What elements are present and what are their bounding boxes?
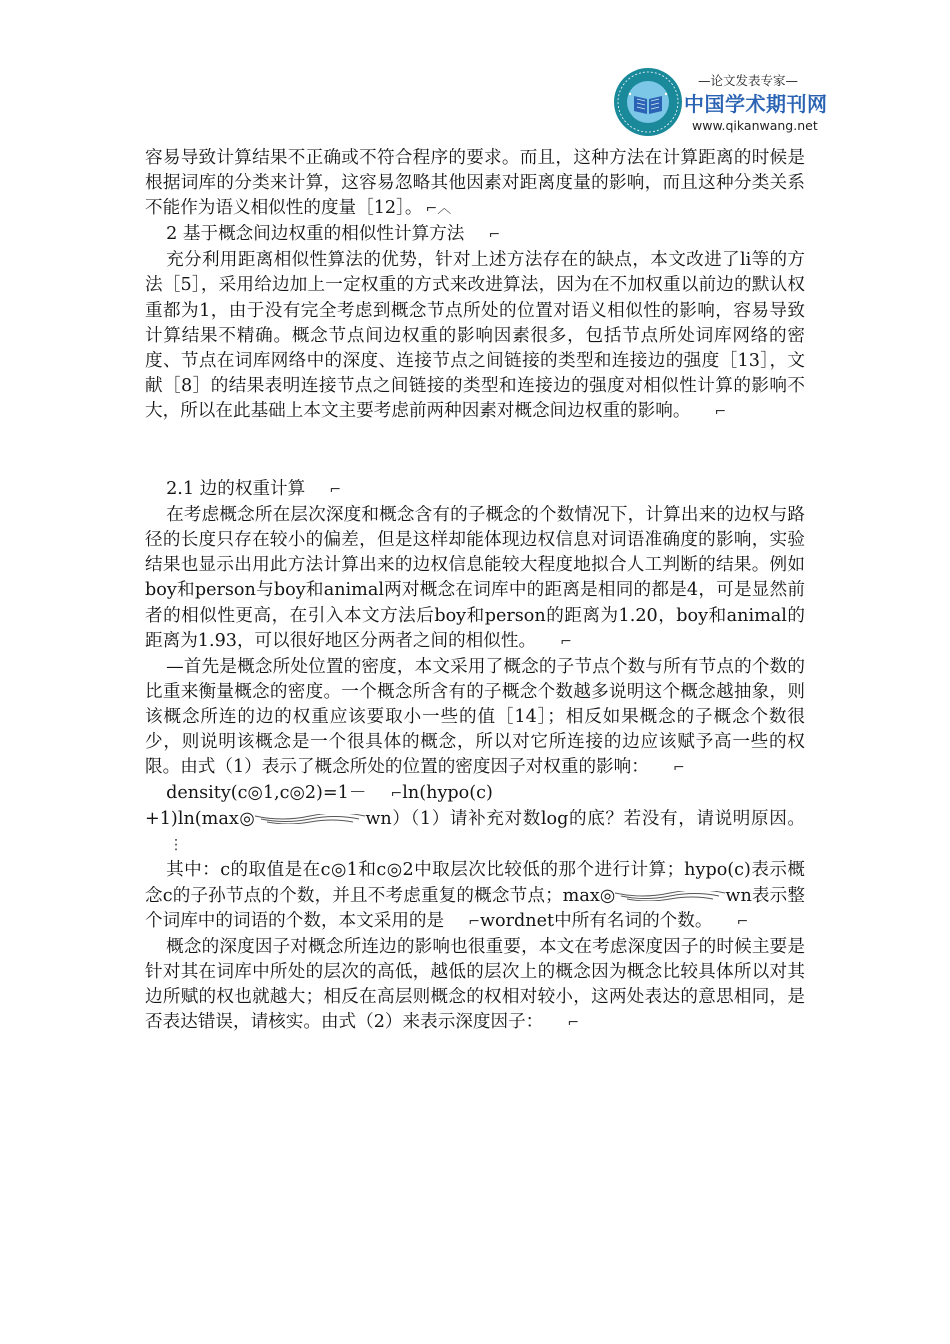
logo-name: 中国学术期刊网 bbox=[684, 92, 828, 116]
paragraph-mark-icon: ⌐ bbox=[567, 1015, 580, 1031]
paragraph-mark-icon: ⌐ bbox=[714, 403, 727, 420]
paragraph-mark-icon: ⌐︿ bbox=[425, 201, 452, 218]
paragraph-mark-icon: ⋮ bbox=[169, 837, 184, 854]
logo-url: www.qikanwang.net bbox=[692, 118, 818, 133]
paragraph-mark-icon: ⌐ bbox=[329, 482, 342, 499]
paragraph-mark-icon: ⌐ bbox=[736, 913, 749, 930]
paragraph-method: 充分利用距离相似性算法的优势，针对上述方法存在的缺点，本文改进了li等的方法［5］，采用给边加上一定权重的方式来改进算法，因为在不加权重以前边的默认权重都为1，由于没有完全考虑到概念节点所处的位置对语义相似性的影响，容易导致计算结果不精确。概念节点间边权重的影响因素很多，包括节点所处词库网络的密度、节点在词库网络中的深度、连接节点之间链接的类型和连接边的强度［13］，文献［8］的结果表明连接节点之间链接的类型和连接边的强度对相似性计算的影响不大，所以在此基础上本文主要考虑前两种因素对概念间边权重的影响。 ⌐ bbox=[145, 248, 805, 425]
logo-tagline: —论文发表专家— bbox=[697, 73, 798, 88]
formula-1: density(c◎1,c◎2)=1－ ⌐ln(hypo(c) +1)ln(max◎ wn）（1）请补充对数log的底？若没有，请说明原因。⋮ bbox=[145, 781, 805, 858]
paragraph-mark-icon: ⌐ bbox=[672, 760, 685, 777]
section-heading-2-1: 2.1 边的权重计算 ⌐ bbox=[145, 477, 805, 503]
paragraph-continuation: 容易导致计算结果不正确或不符合程序的要求。而且，这种方法在计算距离的时候是根据词库的分类来计算，这容易忽略其他因素对距离度量的影响，而且这种分类关系不能作为语义相似性的度量［12］。 ⌐︿ bbox=[145, 146, 805, 222]
paragraph-mark-icon: ⌐ bbox=[560, 633, 572, 650]
section-heading-2: 2 基于概念间边权重的相似性计算方法 ⌐ bbox=[145, 222, 805, 248]
paragraph-density: —首先是概念所处位置的密度，本文采用了概念的子节点个数与所有节点的个数的比重来衡量概念的密度。一个概念所含有的子概念个数越多说明这个概念越抽象，则该概念所连的边的权重应该要取小一些的值［14］；相反如果概念的子概念个数很少，则说明该概念是一个很具体的概念，所以对它所连接的边应该赋予高一些的权限。由式（1）表示了概念所处的位置的密度因子对权重的影响： ⌐ bbox=[145, 655, 805, 781]
paragraph-edge-weight: 在考虑概念所在层次深度和概念含有的子概念的个数情况下，计算出来的边权与路径的长度只存在较小的偏差，但是这样却能体现边权信息对词语准确度的影响，实验结果也显示出用此方法计算出来的边权信息能较大程度地拟合人工判断的结果。例如boy和person与boy和animal两对概念在词库中的距离是相同的都是4，可是显然前者的相似性更高，在引入本文方法后boy和person的距离为1.20，boy和animal的距离为1.93，可以很好地区分两者之间的相似性。 ⌐ bbox=[145, 503, 805, 655]
article-body bbox=[145, 146, 805, 1036]
paragraph-depth: 概念的深度因子对概念所连边的影响也很重要，本文在考虑深度因子的时候主要是针对其在词库中所处的层次的高低，越低的层次上的概念因为概念比较具体所以对其边所赋的权也就越大；相反在高层则概念的权相对较小，这两处表达的意思相同，是否表达错误，请核实。由式（2）来表示深度因子： ⌐ bbox=[145, 935, 805, 1036]
formula-placeholder-icon bbox=[615, 891, 725, 901]
seal-icon bbox=[612, 66, 684, 138]
paragraph-definitions: 其中：c的取值是在c◎1和c◎2中取层次比较低的那个进行计算；hypo(c)表示概念c的子孙节点的个数，并且不考虑重复的概念节点；max◎ wn表示整个词库中的词语的个数，本文采用的是 ⌐wordnet中所有名词的个数。 ⌐ bbox=[145, 858, 805, 934]
paragraph-mark-icon: ⌐ bbox=[488, 227, 501, 244]
site-logo bbox=[612, 64, 828, 142]
paragraph-mark-icon: ⌐ bbox=[468, 913, 480, 930]
paragraph-mark-icon: ⌐ bbox=[390, 786, 403, 803]
paragraph-gap bbox=[145, 425, 805, 477]
formula-placeholder-icon bbox=[255, 814, 365, 824]
